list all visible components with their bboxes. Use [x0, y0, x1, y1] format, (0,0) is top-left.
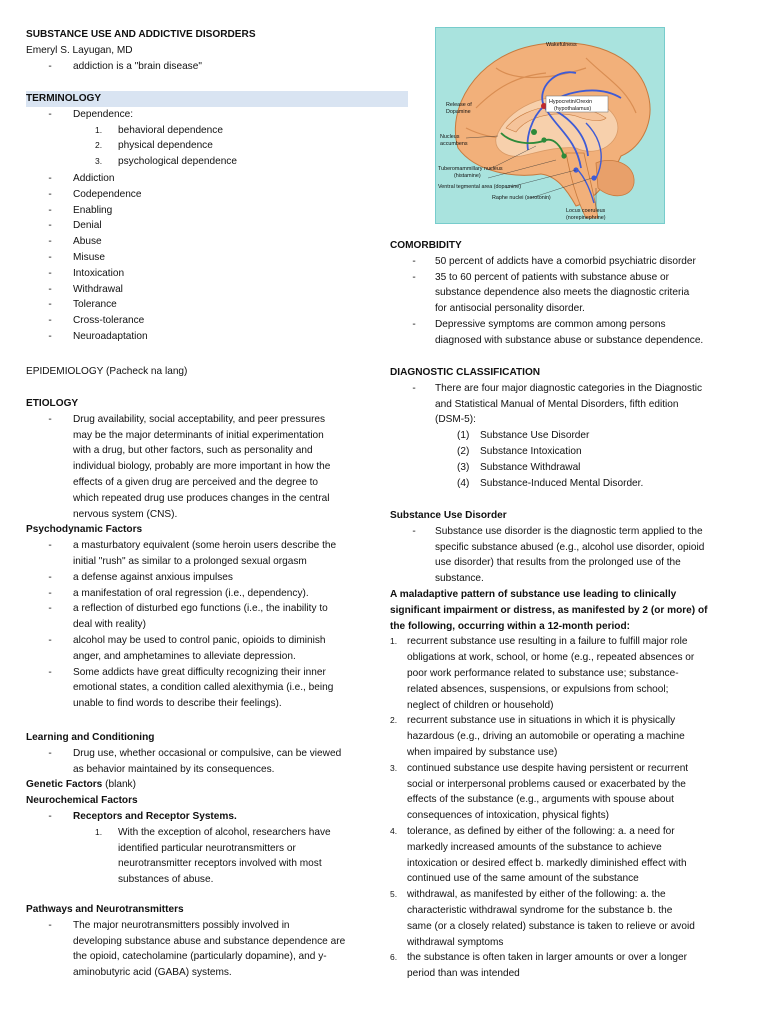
term-item	[26, 329, 382, 345]
list-item	[26, 59, 382, 75]
list-item	[26, 601, 382, 633]
text-line: (DSM-5):	[435, 414, 476, 426]
list-item	[390, 317, 742, 349]
label-tubero-1: Tuberomammillary nucleus	[438, 166, 503, 172]
term-item	[26, 218, 382, 234]
author-line: Emeryl S. Layugan, MD	[26, 44, 133, 56]
text-line: use disorder) that results from the prolonged use of the	[435, 557, 681, 569]
label-nucleus-1: Nucleus	[440, 134, 460, 140]
text-line: for antisocial personality disorder.	[435, 303, 585, 315]
dependence-label: Dependence:	[73, 108, 134, 120]
list-number: 1.	[95, 124, 103, 135]
text-line: the opioid, catecholamine (particularly dopamine), and y-	[73, 951, 327, 963]
bullet-dash	[409, 381, 419, 397]
term-item	[26, 266, 382, 282]
label-nucleus-2: accumbens	[440, 141, 468, 147]
text-line: alcohol may be used to control panic, opioids to diminish	[73, 634, 326, 646]
label-hypo-2: (hypothalamus)	[554, 106, 592, 112]
list-item	[26, 538, 382, 570]
label-raphe: Raphe nuclei (serotonin)	[492, 195, 551, 201]
text-line: characteristic withdrawal syndrome for the substance b. the	[407, 904, 673, 916]
text-line: anger, and amphetamines to alleviate depression.	[73, 650, 296, 662]
terminology-heading: TERMINOLOGY	[26, 91, 408, 107]
text-line: Drug use, whether occasional or compulsive, can be viewed	[73, 747, 342, 759]
text-line: 35 to 60 percent of patients with substance abuse or	[435, 271, 669, 283]
diagnostic-section	[390, 365, 742, 491]
etiology-heading: ETIOLOGY	[26, 398, 79, 409]
text-line: unable to find words to describe their feelings).	[73, 698, 282, 710]
text-line: substances of abuse.	[118, 874, 214, 886]
criterion-item	[390, 887, 742, 950]
term-item	[26, 297, 382, 313]
criterion-item	[390, 713, 742, 760]
text-line: poor work performance related to substance use; substance-	[407, 667, 679, 679]
text-line: substance dependence also meets the diagnostic criteria	[435, 287, 690, 299]
text-line: and Statistical Manual of Mental Disorders, fifth edition	[435, 398, 679, 410]
label-hypo-1: Hypocretin/Orexin	[549, 99, 593, 105]
category-item	[390, 428, 742, 444]
bullet-dash	[45, 746, 55, 762]
list-number: 3.	[95, 156, 103, 167]
terminology-section	[26, 91, 382, 345]
list-number: 6.	[390, 952, 398, 963]
list-item	[390, 254, 742, 270]
term-item	[26, 187, 382, 203]
text-line: Depressive symptoms are common among persons	[435, 318, 666, 330]
list-item	[26, 586, 382, 602]
header-note: addiction is a "brain disease"	[73, 60, 202, 72]
bullet-dash	[45, 107, 55, 123]
text-line: individual biology, probably are more important in how the	[73, 461, 331, 473]
text-line: 50 percent of addicts have a comorbid psychiatric disorder	[435, 255, 696, 267]
criterion-item	[390, 634, 742, 713]
label-locus-1: Locus coeruleus	[566, 208, 606, 214]
list-number: 1.	[390, 636, 398, 647]
pathways-section	[26, 902, 382, 981]
bullet-dash	[409, 254, 419, 270]
criteria-intro-line: A maladaptive pattern of substance use leading to clinically	[390, 588, 677, 600]
list-item	[26, 107, 382, 123]
term-text: Codependence	[73, 188, 142, 200]
document-header	[26, 27, 382, 74]
text-line: initial "rush" as similar to a prolonged sexual orgasm	[73, 555, 307, 567]
list-number: 3.	[390, 762, 398, 773]
text-line: social or interpersonal problems caused or exacerbated by the	[407, 778, 686, 790]
text-line: may be the major determinants of initial experimentation	[73, 429, 324, 441]
dependence-type	[26, 154, 382, 170]
text-line: diagnosed with substance abuse or substance dependence.	[435, 334, 704, 346]
category-number: (2)	[457, 445, 470, 457]
criterion-item	[390, 761, 742, 824]
text-line: effects of the substance (e.g., arguments with spouse about	[407, 794, 674, 806]
list-item	[390, 270, 742, 317]
term-item	[26, 234, 382, 250]
text-line: neglect of children or household)	[407, 699, 554, 711]
category-item	[390, 460, 742, 476]
cerebellum	[596, 160, 634, 195]
list-number: 2.	[95, 140, 103, 151]
term-item	[26, 282, 382, 298]
list-number: 2.	[390, 715, 398, 726]
criterion-item	[390, 950, 742, 982]
label-wakefulness: Wakefulness	[546, 42, 577, 48]
learning-heading: Learning and Conditioning	[26, 732, 155, 743]
dependence-type-text: behavioral dependence	[118, 124, 223, 136]
text-line: continued use of the same amount of the substance	[407, 873, 639, 885]
bullet-dash	[45, 538, 55, 554]
bullet-dash	[45, 171, 55, 187]
text-line: There are four major diagnostic categories in the Diagnostic	[435, 382, 703, 394]
term-text: Intoxication	[73, 267, 125, 279]
list-number: 4.	[390, 825, 398, 836]
text-line: as behavior maintained by its consequences.	[73, 763, 275, 775]
text-line: a masturbatory equivalent (some heroin users describe the	[73, 540, 337, 552]
text-line: emotional states, a condition called alexithymia (i.e., being	[73, 682, 334, 694]
category-text: Substance-Induced Mental Disorder.	[480, 477, 644, 489]
text-line: Drug availability, social acceptability, and peer pressures	[73, 413, 326, 425]
category-text: Substance Withdrawal	[480, 461, 581, 473]
marker-dot	[561, 153, 566, 158]
text-line: identified particular neurotransmitters or	[118, 842, 296, 854]
genetic-heading: Genetic Factors	[26, 779, 103, 791]
bullet-dash	[45, 586, 55, 602]
epidemiology-note: (Pacheck na lang)	[106, 366, 188, 377]
sud-heading: Substance Use Disorder	[390, 510, 507, 521]
text-line: markedly increased amounts of the substance to achieve	[407, 841, 662, 853]
dependence-type	[26, 138, 382, 154]
text-line: recurrent substance use in situations in which it is physically	[407, 715, 676, 727]
list-item	[26, 570, 382, 586]
term-text: Addiction	[73, 172, 115, 184]
bullet-dash	[45, 809, 55, 825]
marker-dot	[531, 129, 537, 135]
text-line: With the exception of alcohol, researchers have	[118, 826, 331, 838]
category-item	[390, 476, 742, 492]
term-item	[26, 313, 382, 329]
bullet-dash	[409, 270, 419, 286]
text-line: hazardous (e.g., driving an automobile or operating a machine	[407, 731, 685, 743]
label-locus-2: (norepinephrine)	[566, 215, 606, 221]
term-text: Denial	[73, 220, 102, 232]
bullet-dash	[409, 524, 419, 540]
bullet-dash	[45, 313, 55, 329]
pathways-heading: Pathways and Neurotransmitters	[26, 904, 184, 915]
text-line: effects of a given drug are perceived and the degree to	[73, 476, 319, 488]
bullet-dash	[45, 59, 55, 75]
neurochemical-heading: Neurochemical Factors	[26, 795, 138, 807]
sud-section	[390, 508, 742, 982]
text-line: period than was intended	[407, 968, 520, 980]
category-number: (3)	[457, 461, 470, 473]
text-line: a manifestation of oral regression (i.e., dependency).	[73, 587, 309, 599]
text-line: withdrawal, as manifested by either of the following: a. the	[407, 889, 666, 901]
term-text: Enabling	[73, 204, 113, 216]
label-release-1: Release of	[446, 102, 472, 108]
list-item	[26, 412, 382, 523]
bullet-dash	[45, 282, 55, 298]
bullet-dash	[45, 250, 55, 266]
bullet-dash	[45, 218, 55, 234]
term-item	[26, 171, 382, 187]
bullet-dash	[45, 203, 55, 219]
category-number: (1)	[457, 430, 470, 442]
term-text: Tolerance	[73, 299, 117, 311]
text-line: obligations at work, school, or home (e.g., repeated absences or	[407, 652, 695, 664]
bullet-dash	[45, 329, 55, 345]
comorbidity-section	[390, 238, 742, 349]
text-line: intoxication or desired effect b. markedly diminished effect with	[407, 857, 687, 869]
term-text: Withdrawal	[73, 283, 123, 295]
text-line: same (or a closely related) substance is taken to relieve or avoid	[407, 920, 695, 932]
psychodynamic-heading: Psychodynamic Factors	[26, 524, 143, 536]
bullet-dash	[45, 633, 55, 649]
term-text: Neuroadaptation	[73, 330, 148, 342]
list-item	[26, 746, 382, 778]
text-line: deal with reality)	[73, 619, 146, 631]
label-vta: Ventral tegmental area (dopamine)	[438, 184, 522, 190]
diagnostic-heading: DIAGNOSTIC CLASSIFICATION	[390, 367, 541, 378]
list-item	[26, 809, 382, 825]
bullet-dash	[45, 266, 55, 282]
list-item	[390, 381, 742, 428]
list-item	[26, 665, 382, 712]
term-text: Abuse	[73, 236, 102, 248]
term-text: Cross-tolerance	[73, 315, 145, 327]
text-line: a defense against anxious impulses	[73, 571, 233, 583]
document-title: SUBSTANCE USE AND ADDICTIVE DISORDERS	[26, 29, 256, 40]
marker-dot	[541, 137, 546, 142]
list-item	[26, 918, 382, 981]
text-line: continued substance use despite having persistent or recurrent	[407, 762, 689, 774]
term-item	[26, 250, 382, 266]
text-line: recurrent substance use resulting in a failure to fulfill major role	[407, 636, 688, 648]
text-line: a reflection of disturbed ego functions (i.e., the inability to	[73, 603, 328, 615]
bullet-dash	[45, 412, 55, 428]
text-line: the substance is often taken in larger amounts or over a longer	[407, 952, 687, 964]
bullet-dash	[45, 297, 55, 313]
text-line: neurotransmitter receptors involved with most	[118, 858, 322, 870]
text-line: substance.	[435, 573, 484, 585]
text-line: developing substance abuse and substance dependence are	[73, 935, 346, 947]
text-line: The major neurotransmitters possibly involved in	[73, 919, 290, 931]
category-text: Substance Intoxication	[480, 445, 582, 457]
bullet-dash	[45, 601, 55, 617]
comorbidity-heading: COMORBIDITY	[390, 240, 462, 251]
bullet-dash	[45, 187, 55, 203]
list-number: 1.	[95, 826, 103, 837]
marker-dot	[591, 175, 596, 180]
brain-figure	[435, 27, 665, 224]
term-item	[26, 203, 382, 219]
text-line: when impaired by substance use)	[407, 746, 558, 758]
list-item	[390, 524, 742, 587]
receptors-heading: Receptors and Receptor Systems.	[73, 810, 237, 822]
criterion-item	[390, 824, 742, 887]
bullet-dash	[45, 234, 55, 250]
list-item	[26, 825, 382, 888]
bullet-dash	[45, 918, 55, 934]
text-line: aminobutyric acid (GABA) systems.	[73, 967, 232, 979]
bullet-dash	[409, 317, 419, 333]
text-line: related absences, suspensions, or expulsions from school;	[407, 683, 669, 695]
criteria-intro-line: the following, occurring within a 12-month period:	[390, 620, 631, 632]
term-text: Misuse	[73, 251, 105, 263]
text-line: which repeated drug use produces changes in the central	[73, 492, 330, 504]
list-item	[26, 633, 382, 665]
genetic-note: (blank)	[105, 779, 136, 791]
learning-section	[26, 730, 382, 888]
dependence-type-text: physical dependence	[118, 140, 213, 152]
text-line: withdrawal symptoms	[407, 936, 504, 948]
criteria-intro-line: significant impairment or distress, as manifested by 2 (or more) of	[390, 604, 708, 616]
dependence-type	[26, 123, 382, 139]
label-tubero-2: (histamine)	[454, 173, 481, 179]
epidemiology-heading: EPIDEMIOLOGY	[26, 366, 104, 377]
category-number: (4)	[457, 477, 470, 489]
category-text: Substance Use Disorder	[480, 430, 590, 442]
epidemiology-section	[26, 364, 382, 380]
text-line: nervous system (CNS).	[73, 508, 178, 520]
text-line: tolerance, as defined by either of the following: a. a need for	[407, 825, 675, 837]
text-line: specific substance abused (e.g., alcohol use disorder, opioid	[435, 541, 705, 553]
brain-diagram	[436, 28, 664, 223]
bullet-dash	[45, 665, 55, 681]
category-item	[390, 444, 742, 460]
list-number: 5.	[390, 889, 398, 900]
etiology-section	[26, 396, 382, 712]
bullet-dash	[45, 570, 55, 586]
text-line: Some addicts have great difficulty recognizing their inner	[73, 666, 326, 678]
label-release-2: Dopamine	[446, 109, 471, 115]
text-line: consequences of intoxication, physical fights)	[407, 810, 609, 822]
dependence-type-text: psychological dependence	[118, 156, 237, 168]
text-line: with a drug, but other factors, such as personality and	[73, 445, 313, 457]
text-line: Substance use disorder is the diagnostic term applied to the	[435, 525, 703, 537]
